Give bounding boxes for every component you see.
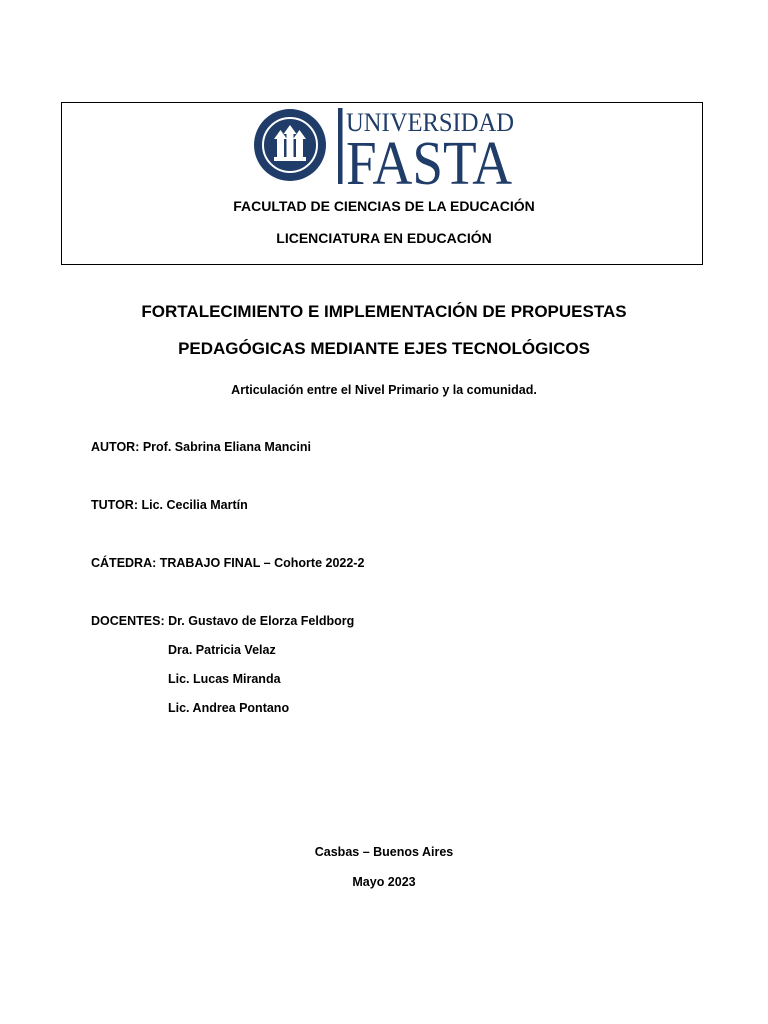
docente-item: Dra. Patricia Velaz [168,643,276,657]
logo-text-universidad: UNIVERSIDAD [346,108,514,137]
logo-text-fasta: FASTA [346,130,513,188]
logo-emblem-icon [254,109,326,181]
document-subtitle: Articulación entre el Nivel Primario y la comunidad. [231,383,537,397]
docentes-line: DOCENTES: Dr. Gustavo de Elorza Feldborg [91,614,355,628]
faculty-name: FACULTAD DE CIENCIAS DE LA EDUCACIÓN [233,198,535,214]
document-title-line-2: PEDAGÓGICAS MEDIANTE EJES TECNOLÓGICOS [178,339,590,358]
place-line: Casbas – Buenos Aires [314,845,454,859]
date-line: Mayo 2023 [352,875,416,889]
tutor-line: TUTOR: Lic. Cecilia Martín [91,498,248,512]
docente-item: Lic. Lucas Miranda [168,672,281,686]
degree-name: LICENCIATURA EN EDUCACIÓN [276,230,492,246]
document-title-line-1: FORTALECIMIENTO E IMPLEMENTACIÓN DE PROPUESTAS [141,302,627,321]
author-line: AUTOR: Prof. Sabrina Eliana Mancini [91,440,311,454]
logo-divider [338,108,343,184]
universidad-fasta-logo [252,106,517,188]
catedra-line: CÁTEDRA: TRABAJO FINAL – Cohorte 2022-2 [91,556,365,570]
docente-item: Lic. Andrea Pontano [168,701,290,715]
